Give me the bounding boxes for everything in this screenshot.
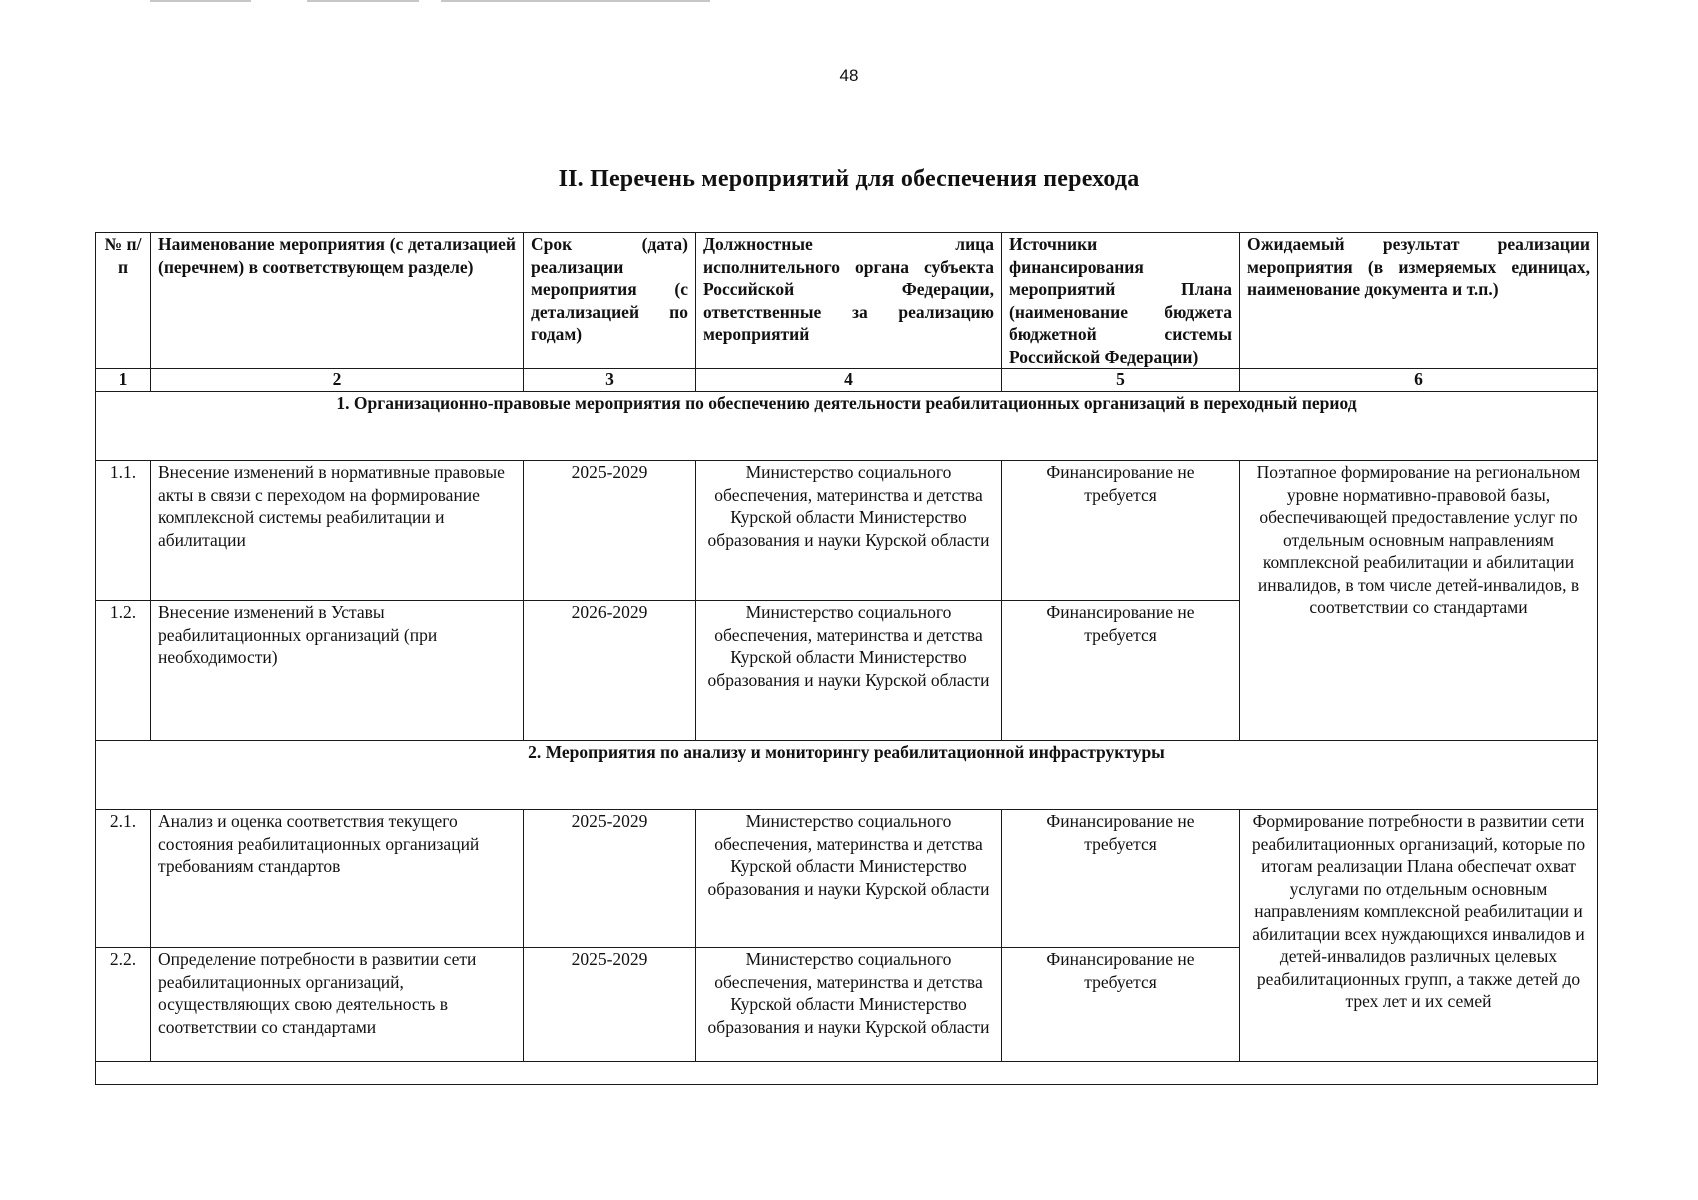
expected-result: Поэтапное формирование на региональном уровне нормативно-правовой базы, обеспечивающей предоставление услуг по отдельным основным направлениям комплексной реабилитации и абилитации инвалидов, в том числе детей-инвалидов, в соответствии со стандартами [1240, 461, 1598, 741]
measure-responsible: Министерство социального обеспечения, материнства и детства Курской области Министерство образования и науки Курской области [696, 461, 1002, 601]
column-number: 4 [696, 369, 1002, 392]
page-number: 48 [839, 66, 859, 85]
measure-funding: Финансирование не требуется [1002, 461, 1240, 601]
row-number: 1.2. [96, 601, 151, 741]
measures-table [95, 232, 1598, 1085]
section-title: 2. Мероприятия по анализу и мониторингу реабилитационной инфраструктуры [96, 741, 1598, 810]
measure-funding: Финансирование не требуется [1002, 810, 1240, 948]
row-number: 1.1. [96, 461, 151, 601]
empty-row [96, 1062, 1598, 1085]
column-number: 6 [1240, 369, 1598, 392]
column-number: 5 [1002, 369, 1240, 392]
header-cell-term: Срок (дата) реализации мероприятия (с детализацией по годам) [524, 233, 696, 369]
header-cell-name: Наименование мероприятия (с детализацией (перечнем) в соответствующем разделе) [151, 233, 524, 369]
column-number: 3 [524, 369, 696, 392]
row-number: 2.2. [96, 948, 151, 1062]
page-title: II. Перечень мероприятий для обеспечения перехода [558, 166, 1140, 192]
measure-name: Анализ и оценка соответствия текущего состояния реабилитационных организаций требованиям стандартов [151, 810, 524, 948]
header-cell-result: Ожидаемый результат реализации мероприятия (в измеряемых единицах, наименование документа и т.п.) [1240, 233, 1598, 369]
row-number: 2.1. [96, 810, 151, 948]
table-row [96, 810, 1598, 948]
table-header-row [96, 233, 1598, 369]
table-row [96, 461, 1598, 601]
column-number-row [96, 369, 1598, 392]
measure-term: 2025-2029 [524, 948, 696, 1062]
header-cell-number: № п/п [96, 233, 151, 369]
measure-funding: Финансирование не требуется [1002, 948, 1240, 1062]
expected-result: Формирование потребности в развитии сети реабилитационных организаций, которые по итогам реализации Плана обеспечат охват услугами по отдельным основным направлениям комплексной реабилитации и абилитации всех нуждающихся инвалидов и детей-инвалидов различных целевых реабилитационных групп, а также детей до трех лет и их семей [1240, 810, 1598, 1062]
measure-funding: Финансирование не требуется [1002, 601, 1240, 741]
scan-edge-artifact [150, 0, 710, 2]
measure-responsible: Министерство социального обеспечения, материнства и детства Курской области Министерство образования и науки Курской области [696, 948, 1002, 1062]
section-heading-row [96, 392, 1598, 461]
measure-responsible: Министерство социального обеспечения, материнства и детства Курской области Министерство образования и науки Курской области [696, 810, 1002, 948]
section-title: 1. Организационно-правовые мероприятия по обеспечению деятельности реабилитационных организаций в переходный период [96, 392, 1598, 461]
measure-responsible: Министерство социального обеспечения, материнства и детства Курской области Министерство образования и науки Курской области [696, 601, 1002, 741]
measure-name: Определение потребности в развитии сети реабилитационных организаций, осуществляющих свою деятельность в соответствии со стандартами [151, 948, 524, 1062]
column-number: 2 [151, 369, 524, 392]
header-cell-responsible: Должностные лица исполнительного органа субъекта Российской Федерации, ответственные за реализацию мероприятий [696, 233, 1002, 369]
measure-name: Внесение изменений в Уставы реабилитационных организаций (при необходимости) [151, 601, 524, 741]
header-cell-funding: Источники финансирования мероприятий Плана (наименование бюджета бюджетной системы Российской Федерации) [1002, 233, 1240, 369]
measure-name: Внесение изменений в нормативные правовые акты в связи с переходом на формирование комплексной системы реабилитации и абилитации [151, 461, 524, 601]
empty-cell [96, 1062, 1598, 1085]
column-number: 1 [96, 369, 151, 392]
measure-term: 2025-2029 [524, 810, 696, 948]
measure-term: 2025-2029 [524, 461, 696, 601]
measure-term: 2026-2029 [524, 601, 696, 741]
section-heading-row [96, 741, 1598, 810]
